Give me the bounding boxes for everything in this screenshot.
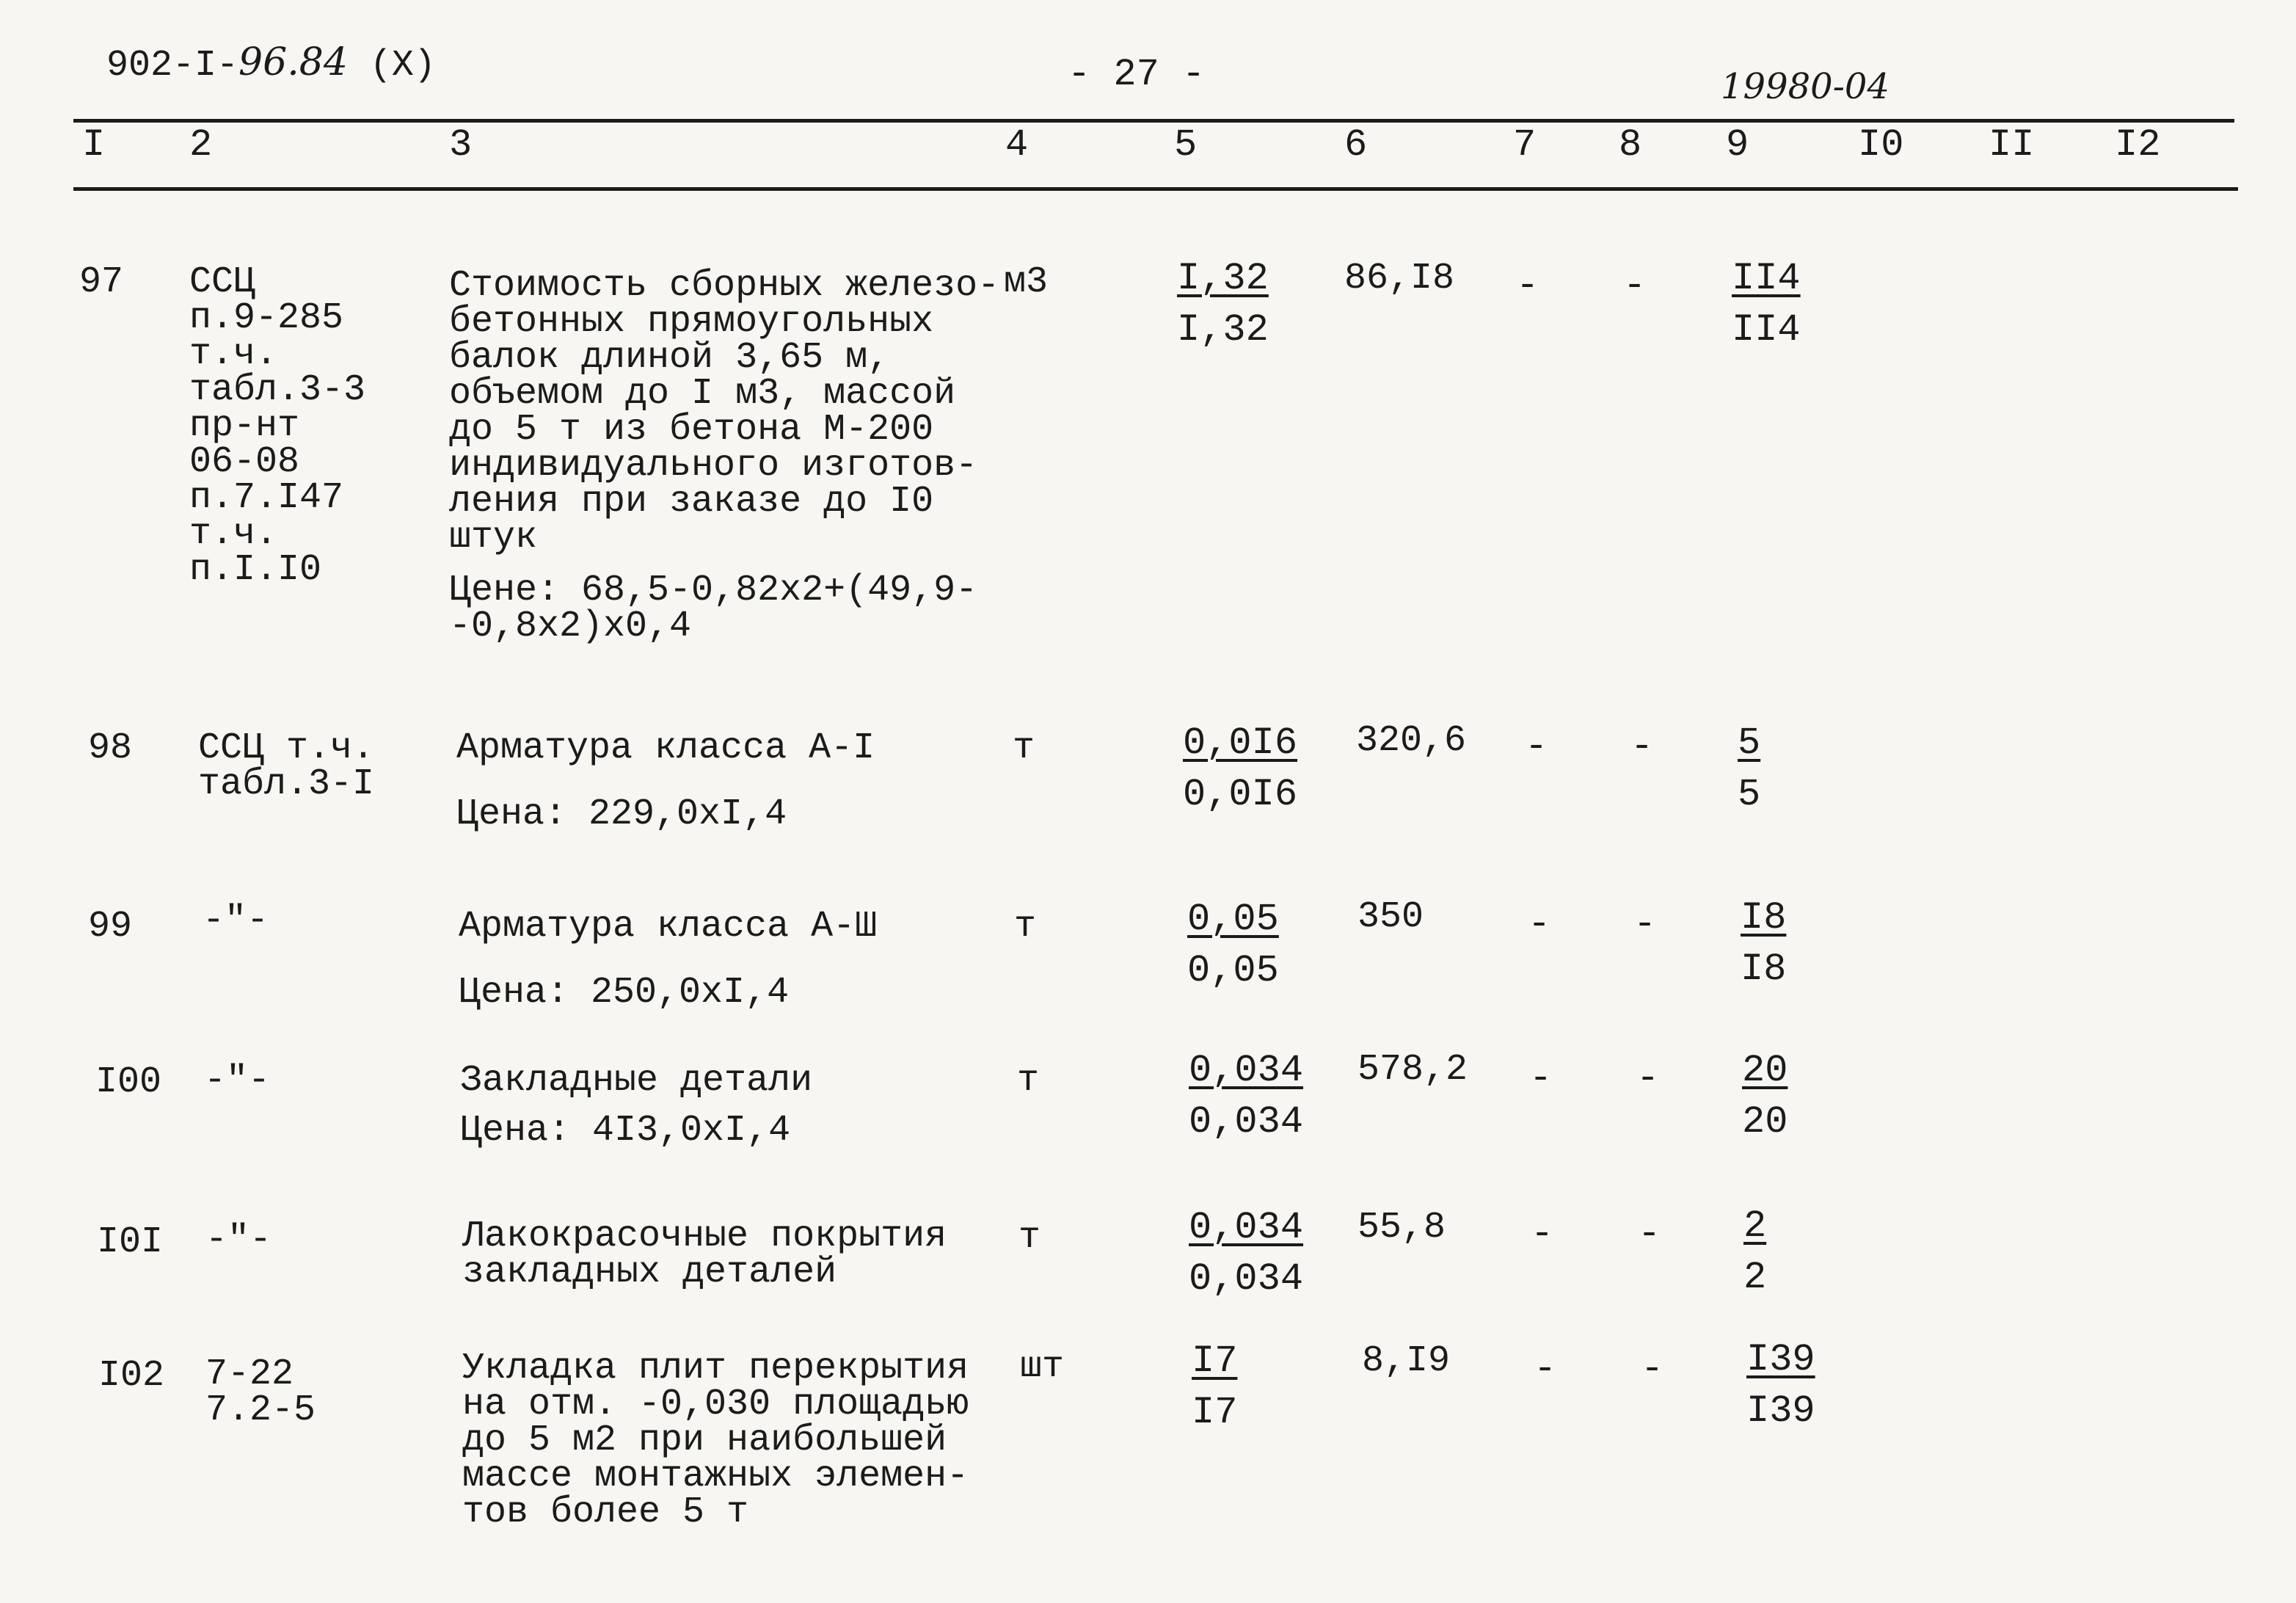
row-price-formula: Цена: 4I3,0хI,4	[460, 1110, 791, 1152]
header-top-rule	[73, 119, 2234, 123]
row-number: I00	[95, 1061, 162, 1103]
row-number: I02	[98, 1355, 165, 1397]
document-code-prefix: 902-I-	[106, 45, 239, 87]
row-quantity-numerator: I7	[1192, 1340, 1238, 1383]
column-number-12: I2	[2115, 123, 2161, 167]
column-number-7: 7	[1513, 123, 1537, 167]
column-number-10: I0	[1858, 123, 1904, 167]
row-unit-cost: 578,2	[1357, 1049, 1468, 1091]
row-total	[1746, 1334, 1815, 1437]
column-number-4: 4	[1005, 123, 1029, 167]
row-total-numerator: 20	[1742, 1049, 1788, 1092]
row-total-denominator: 5	[1738, 773, 1761, 816]
row-col8-dash: -	[1636, 1057, 1660, 1100]
row-basis: ССЦ п.9-285 т.ч. табл.3-3 пр-нт 06-08 п.7.I47 т.ч. п.I.I0	[189, 261, 366, 591]
column-number-2: 2	[189, 123, 213, 167]
row-basis: -"-	[203, 900, 269, 942]
row-number: 97	[79, 261, 124, 303]
row-number: 99	[88, 906, 133, 948]
row-basis: -"-	[205, 1219, 272, 1261]
row-total-denominator: II4	[1732, 308, 1801, 352]
page-number: - 27 -	[1068, 53, 1206, 96]
document-code	[106, 40, 436, 87]
row-quantity-denominator: I7	[1192, 1391, 1238, 1434]
column-number-3: 3	[449, 123, 473, 167]
row-total-denominator: I39	[1746, 1389, 1815, 1433]
row-col7-dash: -	[1529, 1057, 1553, 1100]
row-unit: т	[1017, 1060, 1040, 1102]
row-quantity	[1189, 1202, 1303, 1305]
column-number-9: 9	[1726, 123, 1749, 167]
row-basis: ССЦ т.ч. табл.3-I	[198, 727, 375, 805]
row-total	[1742, 1045, 1787, 1148]
row-basis: -"-	[204, 1060, 271, 1102]
row-col7-dash: -	[1525, 725, 1548, 768]
row-number: 98	[88, 727, 133, 769]
row-total-denominator: I8	[1741, 948, 1787, 991]
row-unit-cost: 320,6	[1356, 720, 1467, 762]
row-col8-dash: -	[1638, 1213, 1661, 1256]
row-number: I0I	[97, 1221, 164, 1263]
row-quantity	[1183, 718, 1297, 821]
column-number-8: 8	[1619, 123, 1642, 167]
row-unit-cost: 8,I9	[1362, 1340, 1451, 1382]
row-unit-cost: 55,8	[1357, 1207, 1446, 1248]
row-unit: т	[1013, 727, 1035, 769]
document-code-suffix: (X)	[369, 45, 436, 87]
column-number-11: II	[1989, 123, 2035, 167]
row-total-numerator: I8	[1741, 896, 1787, 939]
column-number-5: 5	[1174, 123, 1198, 167]
row-col7-dash: -	[1531, 1213, 1554, 1256]
row-description: Закладные детали	[460, 1060, 813, 1102]
row-total-numerator: 2	[1743, 1204, 1767, 1248]
row-total-numerator: I39	[1746, 1338, 1815, 1381]
row-description: Укладка плит перекрытия на отм. -0,030 площадью до 5 м2 при наибольшей массе монтажных элемен- тов более 5 т	[462, 1348, 969, 1533]
row-unit-cost: 350	[1357, 896, 1424, 938]
row-price-formula: Цена: 250,0хI,4	[459, 972, 790, 1014]
row-description: Стоимость сборных железо- бетонных прямоугольных балок длиной 3,65 м, объемом до I м3, массой до 5 т из бетона М-200 индивидуального изготов- ления при заказе до I0 штук	[449, 265, 1000, 559]
row-unit: м3	[1004, 261, 1049, 303]
row-description: Лакокрасочные покрытия закладных деталей	[462, 1215, 947, 1293]
row-col8-dash: -	[1623, 264, 1647, 308]
row-quantity-denominator: 0,034	[1189, 1100, 1304, 1144]
column-number-6: 6	[1344, 123, 1368, 167]
row-quantity-numerator: I,32	[1177, 257, 1269, 300]
row-quantity-denominator: 0,0I6	[1183, 773, 1298, 816]
row-quantity	[1192, 1336, 1237, 1439]
row-col7-dash: -	[1534, 1348, 1557, 1391]
row-quantity-denominator: 0,05	[1187, 949, 1279, 992]
row-unit: т	[1018, 1217, 1041, 1259]
header-bottom-rule	[73, 187, 2238, 191]
doc-number: 19980-04	[1721, 66, 1889, 107]
row-total	[1738, 718, 1760, 821]
row-quantity	[1189, 1045, 1303, 1148]
row-quantity-denominator: 0,034	[1189, 1257, 1304, 1301]
row-quantity-denominator: I,32	[1177, 308, 1269, 352]
row-unit: т	[1014, 906, 1037, 948]
row-col8-dash: -	[1641, 1348, 1664, 1391]
row-quantity	[1187, 894, 1279, 997]
row-total-denominator: 2	[1743, 1256, 1767, 1299]
row-quantity-numerator: 0,05	[1187, 898, 1279, 941]
row-total-numerator: II4	[1732, 257, 1801, 300]
row-col8-dash: -	[1630, 725, 1654, 768]
document-code-handwritten: 96.84	[238, 40, 348, 84]
row-total-numerator: 5	[1738, 721, 1761, 765]
row-col7-dash: -	[1528, 903, 1551, 946]
row-unit: шт	[1020, 1346, 1065, 1388]
row-quantity	[1177, 253, 1269, 356]
row-col7-dash: -	[1516, 264, 1539, 308]
row-col8-dash: -	[1633, 903, 1657, 946]
row-total-denominator: 20	[1742, 1100, 1788, 1144]
row-price-formula: Цене: 68,5-0,82х2+(49,9- -0,8х2)х0,4	[449, 570, 978, 647]
row-basis: 7-22 7.2-5	[205, 1353, 316, 1431]
row-description: Арматура класса А-I	[456, 727, 875, 769]
row-total	[1741, 893, 1786, 995]
row-quantity-numerator: 0,034	[1189, 1049, 1304, 1092]
row-total	[1743, 1201, 1766, 1304]
row-description: Арматура класса А-Ш	[459, 906, 878, 948]
row-unit-cost: 86,I8	[1344, 258, 1455, 299]
row-quantity-numerator: 0,0I6	[1183, 721, 1298, 765]
row-price-formula: Цена: 229,0хI,4	[456, 793, 787, 835]
row-quantity-numerator: 0,034	[1189, 1206, 1304, 1249]
column-number-1: I	[82, 123, 106, 167]
row-total	[1732, 253, 1801, 356]
